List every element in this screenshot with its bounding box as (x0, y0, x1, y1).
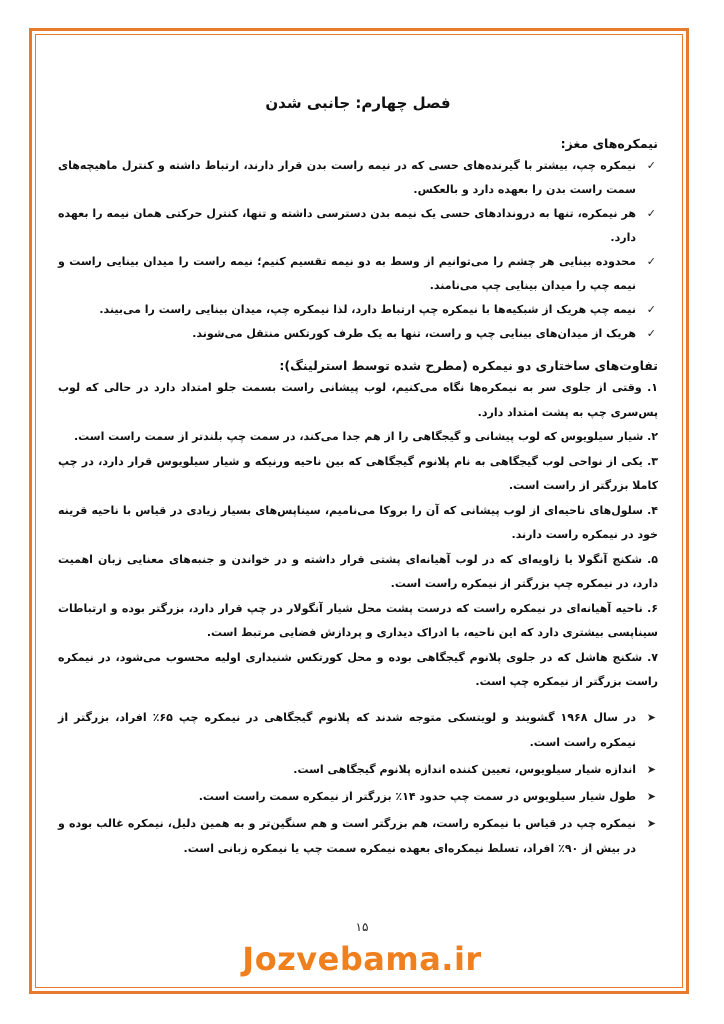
numbered-paragraph: ۲. شیار سیلویوس که لوب پیشانی و گیجگاهی را از هم جدا می‌کند، در سمت چپ بلندتر از سمت راست است. (73, 430, 658, 443)
list-item-text: طول شیار سیلویوس در سمت چپ حدود ۱۴٪ بزرگتر از نیمکره سمت راست است. (198, 789, 636, 803)
list-item (58, 322, 658, 346)
list-item-text: هر نیمکره، تنها به درونداد‌های حسی یک نیمه بدن دسترسی داشته و تنها، کنترل حرکتی همان نیمه را بعهده دارد. (58, 207, 636, 244)
numbered-paragraph: ۴. سلول‌های ناحیه‌ای از لوب پیشانی که آن را بروکا می‌نامیم، سیناپس‌های بسیار زیادی در قیاس با ناحیه قرینه خود در نیمکره راست دارند. (58, 503, 658, 541)
list-item (58, 705, 658, 755)
numbered-paragraph: ۳. یکی از نواحی لوب گیجگاهی به نام پلانوم گیجگاهی که بین ناحیه ورنیکه و شیار سیلویوس قرار دارد، در چپ کاملا بزرگتر از راست است. (58, 454, 658, 492)
numbered-paragraph: ۷. شکنج هاشل که در جلوی پلانوم گیجگاهی بوده و محل کورتکس شنیداری اولیه محسوب می‌شود، در نیمکره راست بزرگتر از نیمکره چپ است. (58, 650, 658, 688)
numbered-paragraph: ۱. وقتی از جلوی سر به نیمکره‌ها نگاه می‌کنیم، لوب پیشانی راست بسمت جلو امتداد دارد در حالی که لوب پس‌سری چپ به پشت امتداد دارد. (58, 381, 658, 419)
chapter-title: فصل چهارم: جانبی شدن (265, 94, 451, 112)
site-watermark: Jozvebama.ir (242, 940, 482, 978)
hemisphere-facts-list (58, 154, 658, 346)
arrow-bullet-icon: ➤ (646, 816, 656, 830)
checkmark-icon: ✓ (646, 159, 656, 172)
checkmark-icon: ✓ (646, 207, 656, 220)
list-item-text: در سال ۱۹۶۸ گشویند و لویتسکی متوجه شدند که پلانوم گیجگاهی در نیمکره چپ ۶۵٪ افراد، بزرگتر از نیمکره راست است. (58, 710, 636, 749)
section-heading-hemispheres: نیمکره‌های مغز: (560, 136, 658, 151)
list-item (58, 202, 658, 250)
list-item (58, 757, 658, 782)
section-heading-structural-differences: تفاوت‌های ساختاری دو نیمکره (مطرح شده توسط استرلینگ): (279, 358, 658, 373)
list-item (58, 250, 658, 298)
list-item-text: اندازه شیار سیلویوس، تعیین کننده اندازه پلانوم گیجگاهی است. (293, 762, 636, 776)
checkmark-icon: ✓ (646, 303, 656, 316)
page-number: ۱۵ (355, 920, 369, 934)
document-body (58, 92, 658, 863)
arrow-bullet-icon: ➤ (646, 710, 656, 724)
checkmark-icon: ✓ (646, 327, 656, 340)
list-item-text: محدوده بینایی هر چشم را می‌توانیم از وسط به دو نیمه تقسیم کنیم؛ نیمه راست را میدان بینایی راست و نیمه چپ را میدان بینایی چپ می‌نامند. (58, 255, 636, 292)
structural-differences-list (58, 376, 658, 695)
checkmark-icon: ✓ (646, 255, 656, 268)
list-item (58, 784, 658, 809)
list-item-text: نیمکره چپ، بیشتر با گیرنده‌های حسی که در نیمه راست بدن قرار دارند، ارتباط داشته و کنترل ماهیچه‌های سمت راست بدن را بعهده دارد و بالعکس. (58, 159, 636, 196)
list-item-text: هریک از میدان‌های بینایی چپ و راست، تنها به یک طرف کورتکس منتقل می‌شوند. (192, 327, 636, 340)
numbered-paragraph: ۶. ناحیه آهیانه‌ای در نیمکره راست که درست پشت محل شیار آنگولار در چپ قرار دارد، بزرگتر بوده و ارتباطات سیناپسی بیشتری دارد که این ناحیه، با ادراک دیداری و پردازش فضایی مرتبط است. (58, 601, 658, 639)
list-item-text: نیمه چپ هریک از شبکیه‌ها با نیمکره چپ ارتباط دارد، لذا نیمکره چپ، میدان بینایی راست را می‌بیند. (99, 303, 636, 316)
list-item-text: نیمکره چپ در قیاس با نیمکره راست، هم بزرگتر است و هم سنگین‌تر و به همین دلیل، نیمکره غالب بوده و در بیش از ۹۰٪ افراد، تسلط نیمکره‌ای بعهده نیمکره سمت چپ یا نیمکره زبانی است. (58, 816, 636, 855)
list-item (58, 298, 658, 322)
arrow-bullet-icon: ➤ (646, 789, 656, 803)
list-item (58, 154, 658, 202)
numbered-paragraph: ۵. شکنج آنگولا یا زاویه‌ای که در لوب آهیانه‌ای پشتی قرار داشته و در خواندن و جنبه‌های معنایی زبان اهمیت دارد، در نیمکره چپ بزرگتر از نیمکره راست است. (58, 552, 658, 590)
findings-list (58, 705, 658, 861)
list-item (58, 811, 658, 861)
arrow-bullet-icon: ➤ (646, 762, 656, 776)
